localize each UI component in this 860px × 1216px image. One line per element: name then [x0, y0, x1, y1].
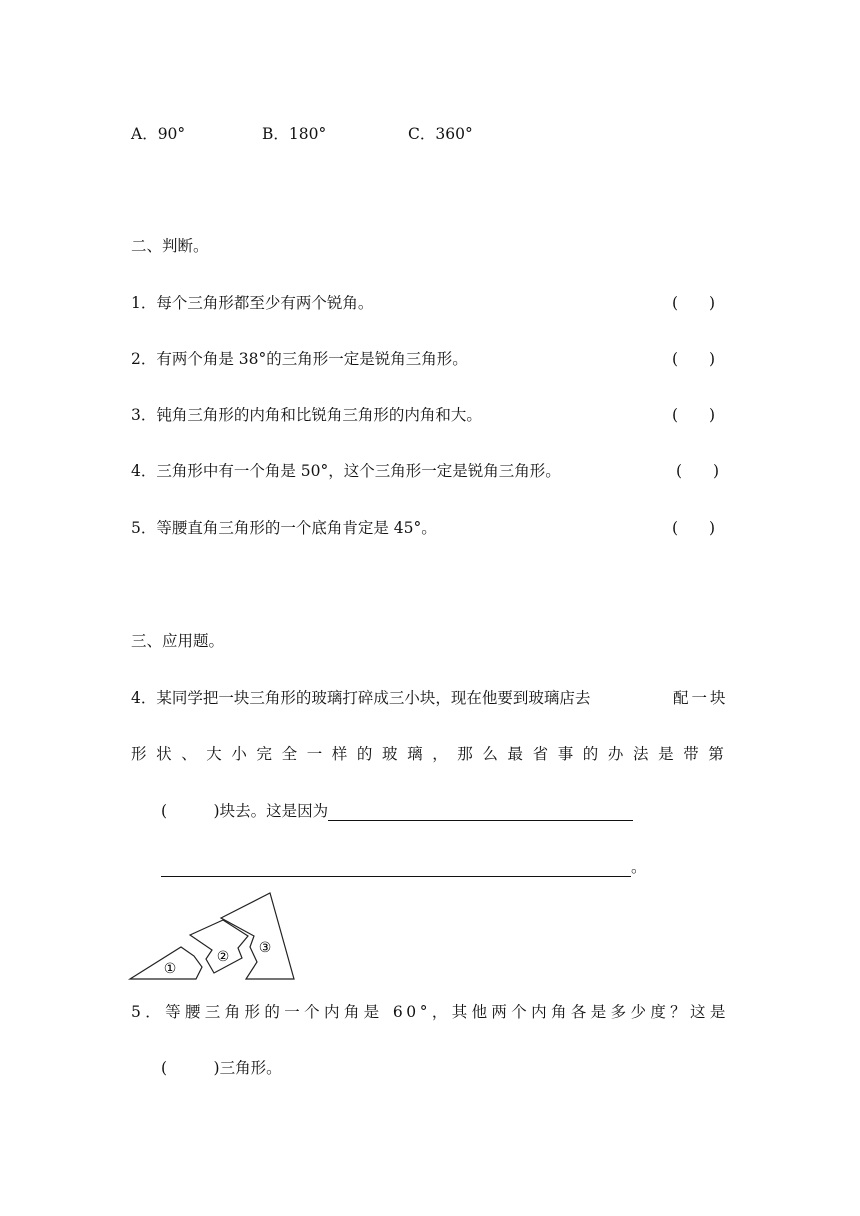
judgement-answer-1[interactable]: ( ) — [672, 294, 716, 312]
option-a: A．90° — [131, 125, 186, 143]
q4-line2: 形状、大小完全一样的玻璃，那么最省事的办法是带第 — [131, 745, 734, 763]
q4-line1-end: 配一块 — [673, 689, 729, 707]
section-title-application: 三、应用题。 — [131, 632, 225, 650]
q4-answer-paren[interactable]: ( ) — [161, 802, 220, 820]
judgement-answer-4[interactable]: ( ) — [676, 462, 720, 480]
judgement-item-3: 3．钝角三角形的内角和比锐角三角形的内角和大。 — [131, 406, 482, 424]
q4-line1: 4．某同学把一块三角形的玻璃打碎成三小块，现在他要到玻璃店去 — [131, 689, 591, 707]
q5-line2-text: 三角形。 — [219, 1059, 282, 1077]
piece-label-2: ② — [216, 949, 230, 965]
q4-line3-text: 块去。这是因为 — [219, 802, 329, 820]
judgement-item-2: 2．有两个角是 38°的三角形一定是锐角三角形。 — [131, 350, 468, 368]
q4-line4 — [161, 857, 647, 877]
judgement-answer-3[interactable]: ( ) — [672, 406, 716, 424]
judgement-answer-5[interactable]: ( ) — [672, 519, 716, 537]
piece-label-1: ① — [163, 961, 177, 977]
q5-line2 — [161, 1058, 282, 1078]
judgement-item-4: 4．三角形中有一个角是 50°，这个三角形一定是锐角三角形。 — [131, 462, 561, 480]
triangle-piece-3 — [221, 893, 294, 979]
q4-reason-blank-2[interactable] — [161, 860, 631, 877]
option-b: B．180° — [262, 125, 327, 143]
q5-line1: 5．等腰三角形的一个内角是 60°，其他两个内角各是多少度？这是 — [131, 1003, 729, 1021]
judgement-answer-2[interactable]: ( ) — [672, 350, 716, 368]
q4-line4-end: 。 — [631, 858, 647, 876]
section-title-judgement: 二、判断。 — [131, 237, 209, 255]
piece-label-3: ③ — [258, 940, 272, 956]
judgement-item-1: 1．每个三角形都至少有两个锐角。 — [131, 294, 374, 312]
judgement-item-5: 5．等腰直角三角形的一个底角肯定是 45°。 — [131, 519, 437, 537]
broken-triangle-figure — [126, 890, 298, 984]
q5-answer-paren[interactable]: ( ) — [161, 1059, 220, 1077]
option-c: C．360° — [408, 125, 473, 143]
q4-reason-blank-1[interactable] — [328, 804, 633, 821]
q4-line3 — [161, 801, 633, 821]
